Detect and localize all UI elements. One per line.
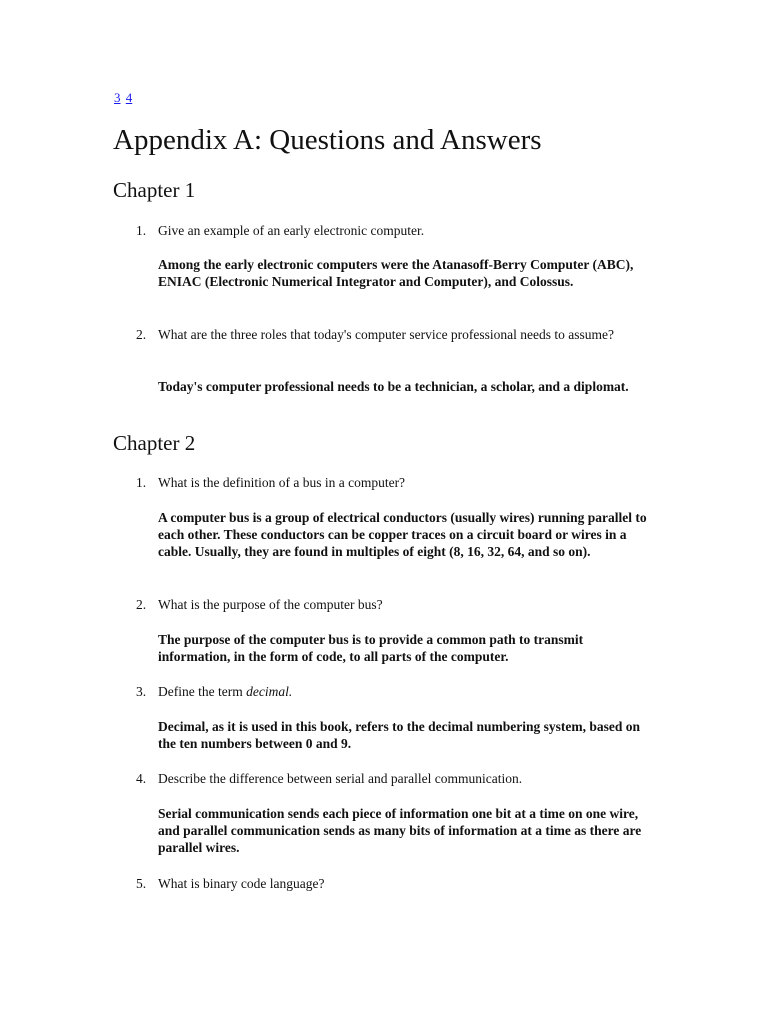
answer-text: Among the early electronic computers were the Atanasoff-Berry Computer (ABC), ENIAC (Electronic Numerical Integrator and Computer), and Colossus. xyxy=(158,257,634,289)
question-item xyxy=(136,222,616,239)
chapter-2-heading: Chapter 2 xyxy=(113,431,196,455)
question-item xyxy=(136,770,616,787)
answer-text: The purpose of the computer bus is to provide a common path to transmit information, in the form of code, to all parts of the computer. xyxy=(158,632,584,664)
question-item xyxy=(136,474,616,491)
question-text: What is the purpose of the computer bus? xyxy=(158,597,383,612)
question-item xyxy=(136,683,616,700)
chapter-1-heading: Chapter 1 xyxy=(113,178,196,202)
nav-link-4[interactable]: 4 xyxy=(125,90,133,105)
page-title: Appendix A: Questions and Answers xyxy=(113,124,542,156)
question-text: Describe the difference between serial and parallel communication. xyxy=(158,771,523,786)
question-text: What is the definition of a bus in a computer? xyxy=(158,475,406,490)
answer-text: A computer bus is a group of electrical conductors (usually wires) running parallel to each other. These conductors can be copper traces on a circuit board or wires in a cable. Usually, they are found in multiples of eight (8, 16, 32, 64, and so on). xyxy=(158,510,647,559)
question-item xyxy=(136,596,616,613)
question-item xyxy=(136,875,616,892)
question-number: 2. xyxy=(136,327,147,342)
question-number: 1. xyxy=(136,223,147,238)
question-number: 1. xyxy=(136,475,147,490)
question-term: decimal. xyxy=(246,684,293,699)
question-number: 4. xyxy=(136,771,147,786)
answer-text: Today's computer professional needs to be a technician, a scholar, and a diplomat. xyxy=(158,379,629,394)
question-item xyxy=(136,326,616,343)
page-nav xyxy=(114,90,134,106)
question-text: What is binary code language? xyxy=(158,876,325,891)
question-number: 2. xyxy=(136,597,147,612)
question-number: 5. xyxy=(136,876,147,891)
question-text xyxy=(158,683,616,700)
question-text: What are the three roles that today's computer service professional needs to assume? xyxy=(158,327,615,342)
question-text: Give an example of an early electronic computer. xyxy=(158,223,425,238)
question-number: 3. xyxy=(136,684,147,699)
nav-link-3[interactable]: 3 xyxy=(114,90,121,105)
question-prefix: Define the term xyxy=(158,684,247,699)
answer-text: Decimal, as it is used in this book, refers to the decimal numbering system, based on the ten numbers between 0 and 9. xyxy=(158,719,641,751)
answer-text: Serial communication sends each piece of information one bit at a time on one wire, and parallel communication sends as many bits of information at a time as there are parallel wires. xyxy=(158,806,642,855)
